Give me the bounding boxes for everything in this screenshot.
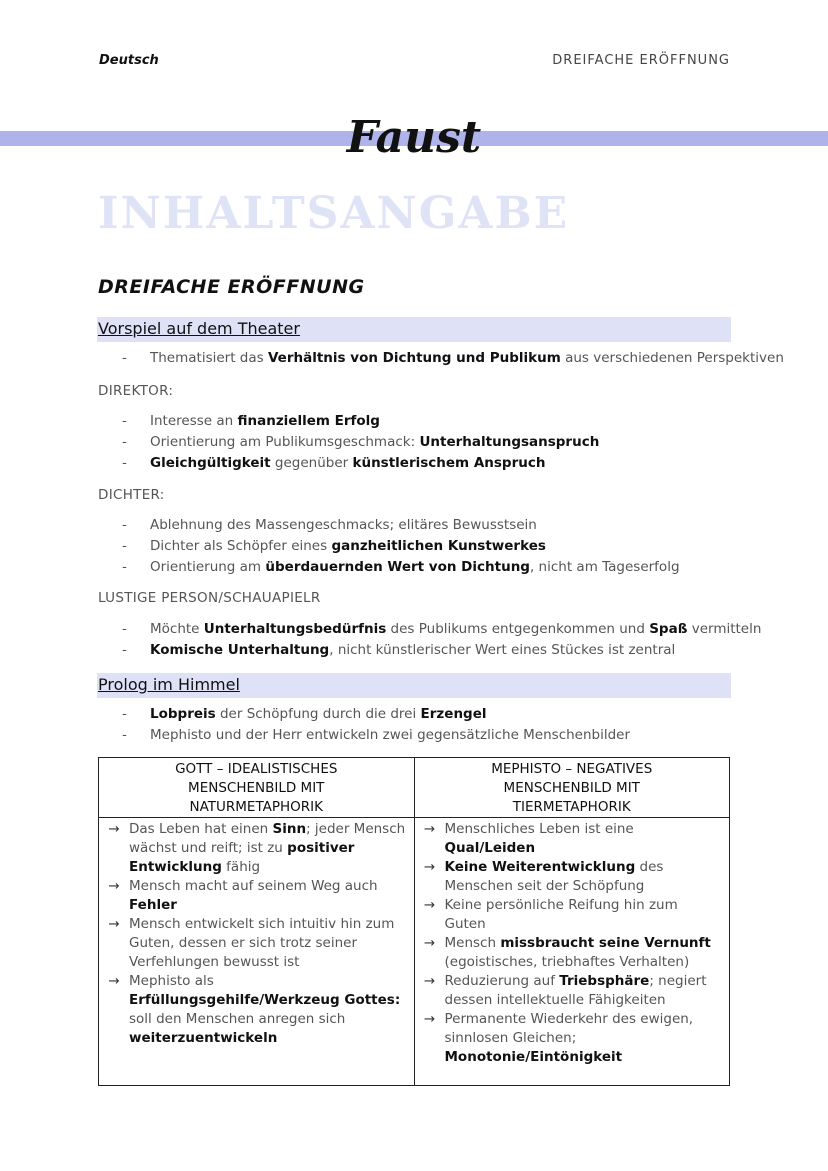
list-item: [415, 934, 730, 972]
gott-cell: [99, 818, 415, 1086]
arrow-right-icon: →: [423, 973, 436, 989]
mephisto-header: [414, 758, 730, 818]
list-item: [415, 858, 730, 896]
bold-phrase: Komische Unterhaltung: [150, 642, 330, 658]
text-run: Menschliches Leben ist eine: [444, 821, 634, 837]
dash-bullet-icon: -: [122, 350, 127, 366]
list-item-text: [445, 820, 730, 858]
vorspiel-intro-list: [122, 348, 784, 369]
list-item: [122, 453, 599, 474]
arrow-right-icon: →: [423, 935, 436, 951]
bold-phrase: Erzengel: [420, 706, 487, 722]
dash-bullet-icon: -: [122, 559, 127, 575]
bold-phrase: überdauernden Wert von Dichtung: [265, 559, 530, 575]
list-item: [122, 432, 599, 453]
list-item-text: [129, 820, 414, 877]
big-heading: INHALTSANGABE: [98, 188, 570, 239]
text-run: des Publikums entgegenkommen und: [386, 621, 650, 637]
mephisto-header-line: TIERMETAPHORIK: [512, 799, 631, 815]
vorspiel-heading: [97, 317, 731, 342]
list-item: [122, 557, 680, 578]
dash-bullet-icon: -: [122, 642, 127, 658]
bold-phrase: positiver Entwicklung: [129, 840, 355, 875]
dash-bullet-icon: -: [122, 538, 127, 554]
mephisto-header-line: MEPHISTO – NEGATIVES: [491, 761, 653, 777]
list-item: [415, 896, 730, 934]
gott-header-line: NATURMETAPHORIK: [189, 799, 324, 815]
text-run: des Menschen seit der Schöpfung: [444, 859, 664, 894]
lustige-label: LUSTIGE PERSON/SCHAUAPIELR: [98, 590, 321, 606]
list-item: [122, 619, 761, 640]
direktor-list: [122, 411, 599, 474]
bold-phrase: künstlerischem Anspruch: [352, 455, 546, 471]
arrow-right-icon: →: [108, 916, 120, 932]
text-run: Mensch macht auf seinem Weg auch: [129, 878, 378, 894]
dichter-label: DICHTER:: [98, 487, 165, 503]
text-run: Möchte: [150, 621, 204, 637]
gott-header-line: GOTT – IDEALISTISCHES: [175, 761, 338, 777]
bold-phrase: Fehler: [129, 897, 177, 913]
list-item: [415, 820, 730, 858]
bold-phrase: ganzheitlichen Kunstwerkes: [331, 538, 546, 554]
bold-phrase: Spaß: [649, 621, 688, 637]
arrow-right-icon: →: [108, 821, 120, 837]
bold-phrase: Qual/Leiden: [444, 840, 536, 856]
list-item: [99, 877, 414, 915]
text-run: aus verschiedenen Perspektiven: [560, 350, 784, 366]
list-item: [122, 411, 599, 432]
text-run: vermitteln: [687, 621, 762, 637]
dash-bullet-icon: -: [122, 727, 127, 743]
bold-phrase: Erfüllungsgehilfe/Werkzeug Gottes:: [129, 992, 401, 1008]
text-run: ; negiert dessen intellektuelle Fähigkeiten: [444, 973, 707, 1008]
gott-list: [99, 818, 414, 1048]
list-item: [122, 348, 784, 369]
bold-phrase: Verhältnis von Dichtung und Publikum: [267, 350, 561, 366]
text-run: , nicht am Tageserfolg: [529, 559, 680, 575]
bold-phrase: missbraucht seine Vernunft: [500, 935, 711, 951]
text-run: , nicht künstlerischer Wert eines Stückes ist zentral: [329, 642, 676, 658]
dichter-list: [122, 515, 680, 578]
list-item-text: [445, 934, 730, 972]
list-item-text: [129, 915, 414, 972]
prolog-heading: [97, 673, 731, 698]
list-item-text: [445, 858, 730, 896]
comparison-table: [98, 757, 730, 1086]
arrow-right-icon: →: [423, 1011, 436, 1027]
section-heading: DREIFACHE ERÖFFNUNG: [98, 276, 365, 298]
text-run: Keine persönliche Reifung hin zum Guten: [444, 897, 678, 932]
text-run: Permanente Wiederkehr des ewigen, sinnlosen Gleichen;: [444, 1011, 694, 1046]
arrow-right-icon: →: [423, 859, 436, 875]
list-item-text: [129, 877, 414, 915]
list-item-text: [445, 1010, 730, 1067]
arrow-right-icon: →: [423, 897, 436, 913]
dash-bullet-icon: -: [122, 621, 127, 637]
vorspiel-title: Vorspiel auf dem Theater: [98, 319, 300, 338]
dash-bullet-icon: -: [122, 706, 127, 722]
bold-phrase: Monotonie/Eintönigkeit: [444, 1049, 623, 1065]
list-item: [122, 725, 630, 746]
text-run: der Schöpfung durch die drei: [215, 706, 421, 722]
list-item: [99, 972, 414, 1048]
text-run: Mensch: [444, 935, 501, 951]
text-run: Dichter als Schöpfer eines: [150, 538, 332, 554]
list-item: [415, 972, 730, 1010]
list-item: [122, 536, 680, 557]
list-item: [99, 915, 414, 972]
bold-phrase: weiterzuentwickeln: [129, 1030, 278, 1046]
arrow-right-icon: →: [108, 878, 120, 894]
mephisto-cell: [414, 818, 730, 1086]
dash-bullet-icon: -: [122, 413, 127, 429]
text-run: gegenüber: [270, 455, 353, 471]
dash-bullet-icon: -: [122, 434, 127, 450]
gott-header: [99, 758, 415, 818]
text-run: ; jeder Mensch wächst und reift; ist zu: [129, 821, 406, 856]
bold-phrase: Gleichgültigkeit: [150, 455, 271, 471]
text-run: Reduzierung auf: [444, 973, 560, 989]
text-run: Ablehnung des Massengeschmacks; elitäres Bewusstsein: [150, 517, 537, 533]
bold-phrase: finanziellem Erfolg: [237, 413, 380, 429]
dash-bullet-icon: -: [122, 517, 127, 533]
bold-phrase: Unterhaltungsbedürfnis: [203, 621, 387, 637]
list-item: [415, 1010, 730, 1067]
page-title: Faust: [346, 112, 482, 163]
dash-bullet-icon: -: [122, 455, 127, 471]
list-item: [122, 640, 761, 661]
mephisto-header-line: MENSCHENBILD MIT: [503, 780, 640, 796]
text-run: Orientierung am Publikumsgeschmack:: [150, 434, 420, 450]
gott-header-line: MENSCHENBILD MIT: [188, 780, 325, 796]
list-item-text: [445, 972, 730, 1010]
bold-phrase: Unterhaltungsanspruch: [419, 434, 600, 450]
text-run: Mephisto und der Herr entwickeln zwei gegensätzliche Menschenbilder: [150, 727, 631, 743]
list-item: [122, 704, 630, 725]
arrow-right-icon: →: [108, 973, 120, 989]
text-run: Thematisiert das: [150, 350, 268, 366]
bold-phrase: Sinn: [272, 821, 307, 837]
arrow-right-icon: →: [423, 821, 436, 837]
text-run: Orientierung am: [150, 559, 266, 575]
text-run: Das Leben hat einen: [129, 821, 273, 837]
bold-phrase: Keine Weiterentwicklung: [444, 859, 636, 875]
text-run: Interesse an: [150, 413, 238, 429]
text-run: (egoistisches, triebhaftes Verhalten): [444, 954, 690, 970]
list-item: [99, 820, 414, 877]
prolog-list: [122, 704, 630, 746]
direktor-label: DIREKTOR:: [98, 383, 174, 399]
lustige-list: [122, 619, 761, 661]
subject-label: Deutsch: [99, 53, 159, 68]
text-run: Mephisto als: [129, 973, 214, 989]
text-run: soll den Menschen anregen sich: [129, 1011, 346, 1027]
list-item-text: [445, 896, 730, 934]
mephisto-list: [415, 818, 730, 1067]
bold-phrase: Triebsphäre: [559, 973, 650, 989]
topic-label: DREIFACHE ERÖFFNUNG: [552, 53, 730, 68]
bold-phrase: Lobpreis: [150, 706, 216, 722]
prolog-title: Prolog im Himmel: [98, 675, 240, 694]
list-item-text: [129, 972, 414, 1048]
text-run: fähig: [221, 859, 261, 875]
text-run: Mensch entwickelt sich intuitiv hin zum Guten, dessen er sich trotz seiner Verfehlungen bewusst ist: [129, 916, 395, 970]
list-item: [122, 515, 680, 536]
